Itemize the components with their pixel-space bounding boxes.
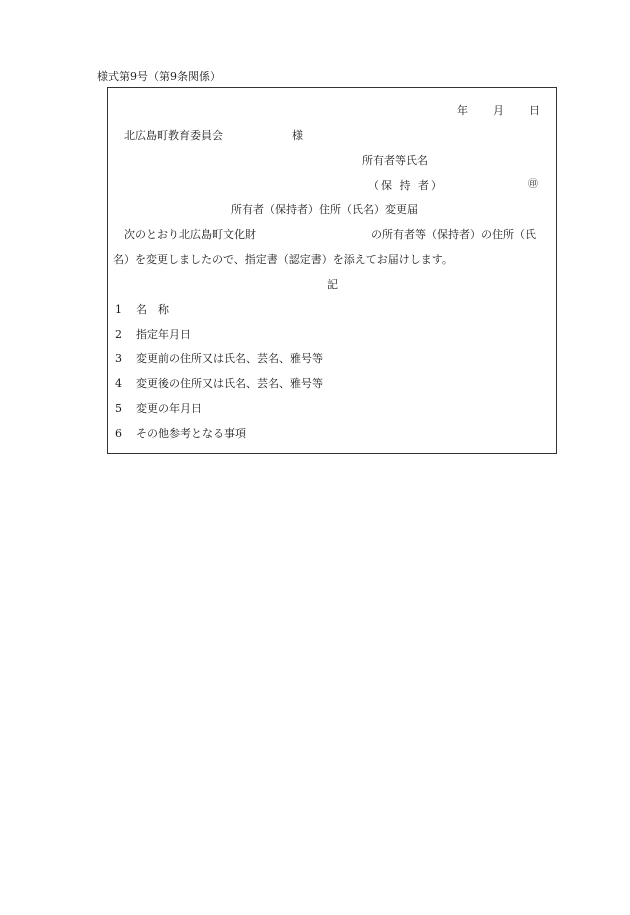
item-number: 1 <box>115 303 122 316</box>
list-item <box>115 378 323 389</box>
owner-name-label: 所有者等氏名 <box>362 154 428 167</box>
item-number: 2 <box>115 328 122 341</box>
body-text-line2: 名）を変更しましたので、指定書（認定書）を添えてお届けします。 <box>113 253 453 266</box>
holder-label: （保 持 者） <box>368 179 444 192</box>
document-title: 所有者（保持者）住所（氏名）変更届 <box>231 203 418 216</box>
honorific: 様 <box>292 129 303 142</box>
body-text-line1-start: 次のとおり北広島町文化財 <box>124 228 256 241</box>
item-label: 変更後の住所又は氏名、芸名、雅号等 <box>136 377 323 390</box>
item-label: 指定年月日 <box>136 328 191 341</box>
item-label: 変更前の住所又は氏名、芸名、雅号等 <box>136 352 323 365</box>
list-item <box>115 428 246 439</box>
list-item <box>115 329 191 340</box>
item-number: 4 <box>115 377 122 390</box>
form-frame <box>107 87 557 454</box>
date-year-label: 年 <box>457 104 468 117</box>
list-item <box>115 353 323 364</box>
date-day-label: 日 <box>529 104 540 117</box>
item-label: その他参考となる事項 <box>136 427 246 440</box>
addressee: 北広島町教育委員会 <box>124 129 223 142</box>
item-label: 変更の年月日 <box>136 402 202 415</box>
item-number: 6 <box>115 427 122 440</box>
item-label: 名 称 <box>136 303 169 316</box>
item-number: 5 <box>115 402 122 415</box>
ki-heading: 記 <box>327 278 338 291</box>
date-month-label: 月 <box>493 104 504 117</box>
list-item <box>115 403 202 414</box>
list-item <box>115 304 169 315</box>
form-number-label: 様式第9号（第9条関係） <box>97 70 221 83</box>
item-number: 3 <box>115 352 122 365</box>
body-text-line1-end: の所有者等（保持者）の住所（氏 <box>371 228 536 241</box>
seal-mark-icon: ㊞ <box>528 179 538 190</box>
